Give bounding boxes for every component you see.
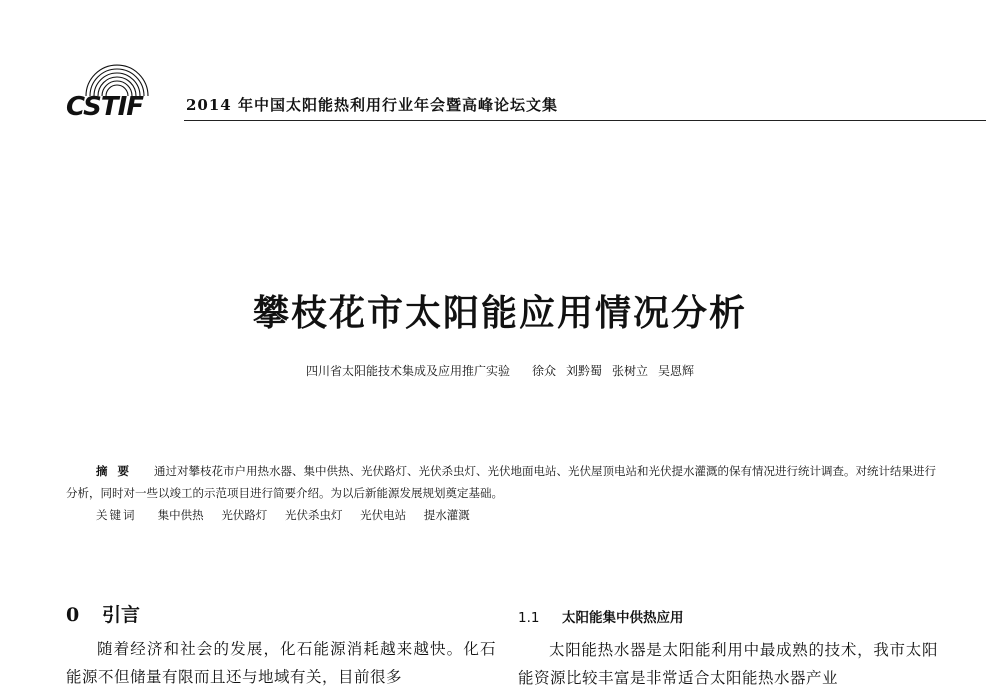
logo-text: CSTIF xyxy=(66,92,144,122)
author-line xyxy=(0,362,1000,379)
keywords-label: 关键词 xyxy=(96,508,137,522)
abstract-paragraph xyxy=(66,460,946,504)
author-name: 张树立 xyxy=(612,364,649,378)
section-title: 引言 xyxy=(102,604,141,626)
keyword: 光伏杀虫灯 xyxy=(284,508,343,522)
section-heading xyxy=(66,600,496,627)
right-column xyxy=(518,600,938,692)
cstif-logo xyxy=(66,58,168,124)
author-name: 刘黔蜀 xyxy=(565,364,602,378)
author-name: 徐众 xyxy=(531,364,556,378)
keyword: 光伏路灯 xyxy=(221,508,268,522)
subsection-heading xyxy=(518,606,938,626)
body-paragraph: 太阳能热水器是太阳能利用中最成熟的技术，我市太阳能资源比较丰富是非常适合太阳能热水器产业 xyxy=(518,641,938,687)
paper-title: 攀枝花市太阳能应用情况分析 xyxy=(252,292,747,334)
left-column xyxy=(66,600,496,691)
keyword: 集中供热 xyxy=(157,508,204,522)
author-name: 吴恩辉 xyxy=(658,364,695,378)
keyword: 提水灌溉 xyxy=(423,508,470,522)
abstract-text: 通过对攀枝花市户用热水器、集中供热、光伏路灯、光伏杀虫灯、光伏地面电站、光伏屋顶电站和光伏提水灌溉的保有情况进行统计调查。对统计结果进行分析，同时对一些以竣工的示范项目进行简要介绍。为以后新能源发展规划奠定基础。 xyxy=(66,464,936,500)
header-divider xyxy=(184,120,986,121)
subsection-number: 1.1 xyxy=(518,610,540,626)
abstract-block xyxy=(66,460,946,526)
page-header xyxy=(66,58,986,124)
keyword: 光伏电站 xyxy=(360,508,407,522)
subsection-title: 太阳能集中供热应用 xyxy=(562,610,684,626)
conference-title: 2014 年中国太阳能热利用行业年会暨高峰论坛文集 xyxy=(186,96,558,114)
affiliation: 四川省太阳能技术集成及应用推广实验 xyxy=(305,364,510,378)
body-paragraph: 随着经济和社会的发展，化石能源消耗越来越快。化石能源不但储量有限而且还与地域有关，目前很多 xyxy=(66,640,496,686)
abstract-label: 摘要 xyxy=(96,464,139,478)
keywords-row xyxy=(66,504,946,526)
section-number: 0 xyxy=(66,604,80,626)
